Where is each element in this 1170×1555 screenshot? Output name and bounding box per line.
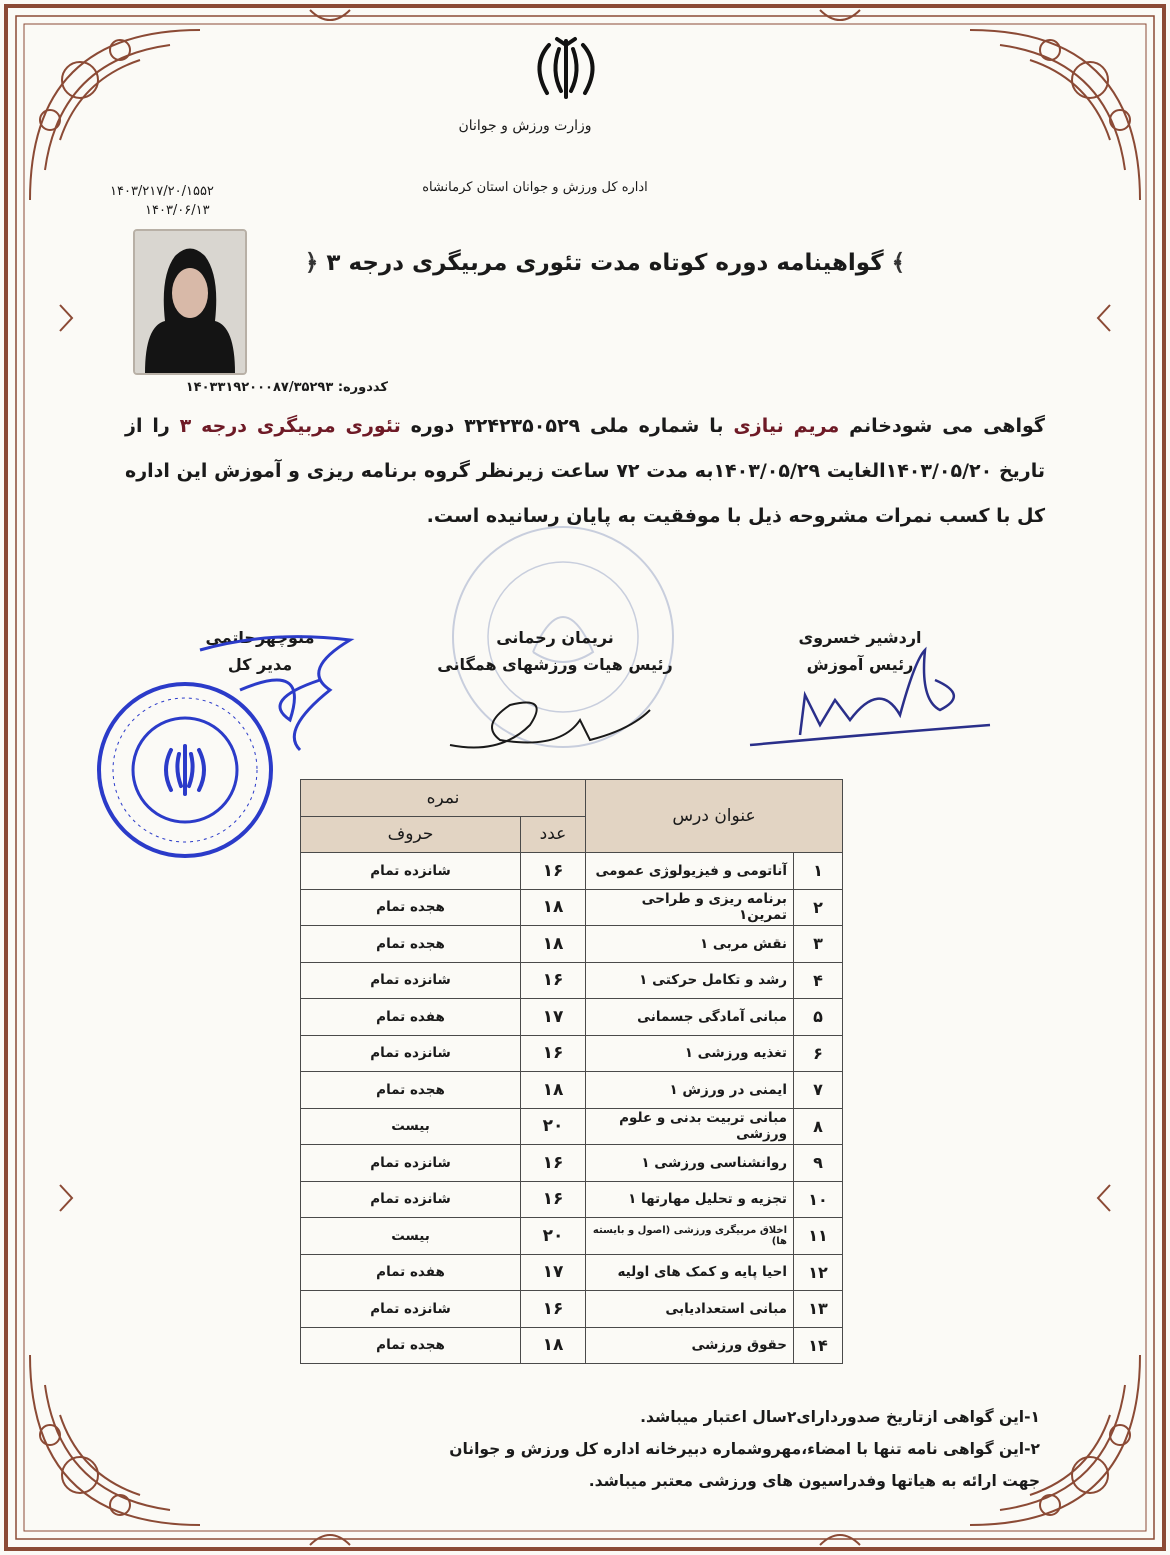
- table-row: [301, 962, 843, 999]
- course-code-value: ۱۴۰۳۳۱۹۲۰۰۰۸۷/۳۵۲۹۳: [185, 380, 334, 395]
- row-index: ۵: [794, 999, 843, 1036]
- header-subject: عنوان درس: [586, 780, 843, 853]
- row-index: ۸: [794, 1108, 843, 1145]
- course-code-label: کددوره:: [337, 380, 388, 395]
- row-subject: تجزیه و تحلیل مهارتها ۱: [586, 1181, 794, 1218]
- row-index: ۱۰: [794, 1181, 843, 1218]
- table-row: [301, 1254, 843, 1291]
- signer-role: رئیس آموزش: [806, 655, 914, 674]
- row-number: ۱۸: [521, 1072, 586, 1109]
- row-subject: مبانی تربیت بدنی و علوم ورزشی: [586, 1108, 794, 1145]
- header-words: حروف: [301, 816, 521, 853]
- title-ornament-icon: ﴿: [304, 250, 327, 276]
- signer-name: اردشیر خسروی: [798, 628, 922, 647]
- row-subject: برنامه ریزی و طراحی تمرین۱: [586, 889, 794, 926]
- row-index: ۱۴: [794, 1327, 843, 1364]
- row-subject: آناتومی و فیزیولوژی عمومی: [586, 853, 794, 890]
- row-number: ۱۶: [521, 1291, 586, 1328]
- table-row: [301, 1108, 843, 1145]
- row-index: ۷: [794, 1072, 843, 1109]
- row-words: هفده تمام: [301, 1254, 521, 1291]
- table-row: [301, 1327, 843, 1364]
- row-number: ۱۷: [521, 999, 586, 1036]
- table-row: [301, 1218, 843, 1255]
- certificate-title: [260, 250, 950, 276]
- handwritten-signature-icon: [440, 665, 670, 760]
- row-subject: احیا پایه و کمک های اولیه: [586, 1254, 794, 1291]
- office-name: اداره کل ورزش و جوانان استان کرمانشاه: [422, 180, 648, 195]
- row-words: شانزده تمام: [301, 1145, 521, 1182]
- row-index: ۲: [794, 889, 843, 926]
- row-number: ۱۷: [521, 1254, 586, 1291]
- row-index: ۱: [794, 853, 843, 890]
- body-text-2: با شماره ملی: [590, 415, 724, 437]
- row-words: شانزده تمام: [301, 1291, 521, 1328]
- title-text: گواهینامه دوره کوتاه مدت تئوری مربیگری درجه ۳: [326, 250, 884, 276]
- body-text-4: را از تاریخ ۱۴۰۳/۰۵/۲۰الغایت ۱۴۰۳/۰۵/۲۹به مدت ۷۲ ساعت زیرنظر گروه برنامه ریزی و آموزش این اداره کل با کسب نمرات مشروحه ذیل با موفقیت به پایان رسانیده است.: [125, 415, 1046, 527]
- row-subject: اخلاق مربیگری ورزشی (اصول و بایسته ها): [586, 1218, 794, 1255]
- row-words: هجده تمام: [301, 1072, 521, 1109]
- holder-photo: [133, 229, 247, 375]
- row-words: هجده تمام: [301, 1327, 521, 1364]
- holder-name: مریم نیازی: [733, 415, 840, 437]
- note-signature-line2: جهت ارائه به هیاتها وفدراسیون های ورزشی معتبر میباشد.: [588, 1472, 1040, 1490]
- row-number: ۱۶: [521, 853, 586, 890]
- row-words: شانزده تمام: [301, 1181, 521, 1218]
- row-words: هجده تمام: [301, 889, 521, 926]
- table-row: [301, 926, 843, 963]
- row-number: ۲۰: [521, 1108, 586, 1145]
- reference-date: ۱۴۰۳/۰۶/۱۳: [145, 203, 210, 218]
- row-words: هفده تمام: [301, 999, 521, 1036]
- table-row: [301, 889, 843, 926]
- signer-name: نریمان رحمانی: [496, 628, 614, 647]
- table-row: [301, 1181, 843, 1218]
- table-row: [301, 1145, 843, 1182]
- row-number: ۱۶: [521, 962, 586, 999]
- table-row: [301, 1072, 843, 1109]
- title-ornament-icon: ﴾: [883, 250, 906, 276]
- row-words: شانزده تمام: [301, 962, 521, 999]
- table-row: [301, 999, 843, 1036]
- row-index: ۴: [794, 962, 843, 999]
- signer-role: رئیس هیات ورزشهای همگانی: [437, 655, 673, 674]
- row-words: بیست: [301, 1108, 521, 1145]
- row-subject: حقوق ورزشی: [586, 1327, 794, 1364]
- table-row: [301, 853, 843, 890]
- row-subject: مبانی استعدادیابی: [586, 1291, 794, 1328]
- row-words: شانزده تمام: [301, 1035, 521, 1072]
- ministry-name: وزارت ورزش و جوانان: [458, 118, 592, 134]
- row-subject: ایمنی در ورزش ۱: [586, 1072, 794, 1109]
- grades-table: [300, 779, 843, 1364]
- row-index: ۶: [794, 1035, 843, 1072]
- row-number: ۱۸: [521, 926, 586, 963]
- row-words: شانزده تمام: [301, 853, 521, 890]
- body-text-1: گواهی می شودخانم: [849, 415, 1045, 437]
- row-index: ۱۱: [794, 1218, 843, 1255]
- row-index: ۱۲: [794, 1254, 843, 1291]
- row-number: ۱۶: [521, 1181, 586, 1218]
- note-validity: ۱-این گواهی ازتاریخ صدوردارای۲سال اعتبار میباشد.: [640, 1408, 1040, 1426]
- row-words: بیست: [301, 1218, 521, 1255]
- row-index: ۹: [794, 1145, 843, 1182]
- header-grade: نمره: [301, 780, 586, 817]
- note-signature-line1: ۲-این گواهی نامه تنها با امضاء،مهروشماره دبیرخانه اداره کل ورزش و جوانان: [449, 1440, 1040, 1458]
- table-row: [301, 1291, 843, 1328]
- course-name: تئوری مربیگری درجه ۳: [179, 415, 401, 437]
- reference-block: [110, 182, 270, 220]
- row-number: ۱۶: [521, 1035, 586, 1072]
- national-id: ۳۲۴۲۳۵۰۵۲۹: [464, 415, 581, 437]
- row-index: ۳: [794, 926, 843, 963]
- row-number: ۱۸: [521, 1327, 586, 1364]
- row-number: ۱۸: [521, 889, 586, 926]
- row-subject: روانشناسی ورزشی ۱: [586, 1145, 794, 1182]
- signer-name: منوچهرحاتمی: [205, 628, 315, 647]
- row-subject: رشد و تکامل حرکتی ۱: [586, 962, 794, 999]
- table-row: [301, 1035, 843, 1072]
- row-index: ۱۳: [794, 1291, 843, 1328]
- handwritten-signature-icon: [740, 640, 1000, 755]
- header-number: عدد: [521, 816, 586, 853]
- row-number: ۱۶: [521, 1145, 586, 1182]
- body-text-3: دوره: [410, 415, 455, 437]
- official-stamp-icon: [95, 680, 275, 860]
- certificate-body: [125, 404, 1045, 539]
- portrait-icon: [135, 231, 245, 373]
- row-number: ۲۰: [521, 1218, 586, 1255]
- signer-role: مدیر کل: [227, 655, 293, 674]
- reference-number: ۱۴۰۳/۲۱۷/۲۰/۱۵۵۲: [110, 184, 214, 199]
- row-subject: نقش مربی ۱: [586, 926, 794, 963]
- row-subject: مبانی آمادگی جسمانی: [586, 999, 794, 1036]
- row-subject: تغذیه ورزشی ۱: [586, 1035, 794, 1072]
- iran-emblem-icon: [527, 35, 605, 105]
- table-header-row: [301, 780, 843, 817]
- course-code: [128, 380, 388, 395]
- row-words: هجده تمام: [301, 926, 521, 963]
